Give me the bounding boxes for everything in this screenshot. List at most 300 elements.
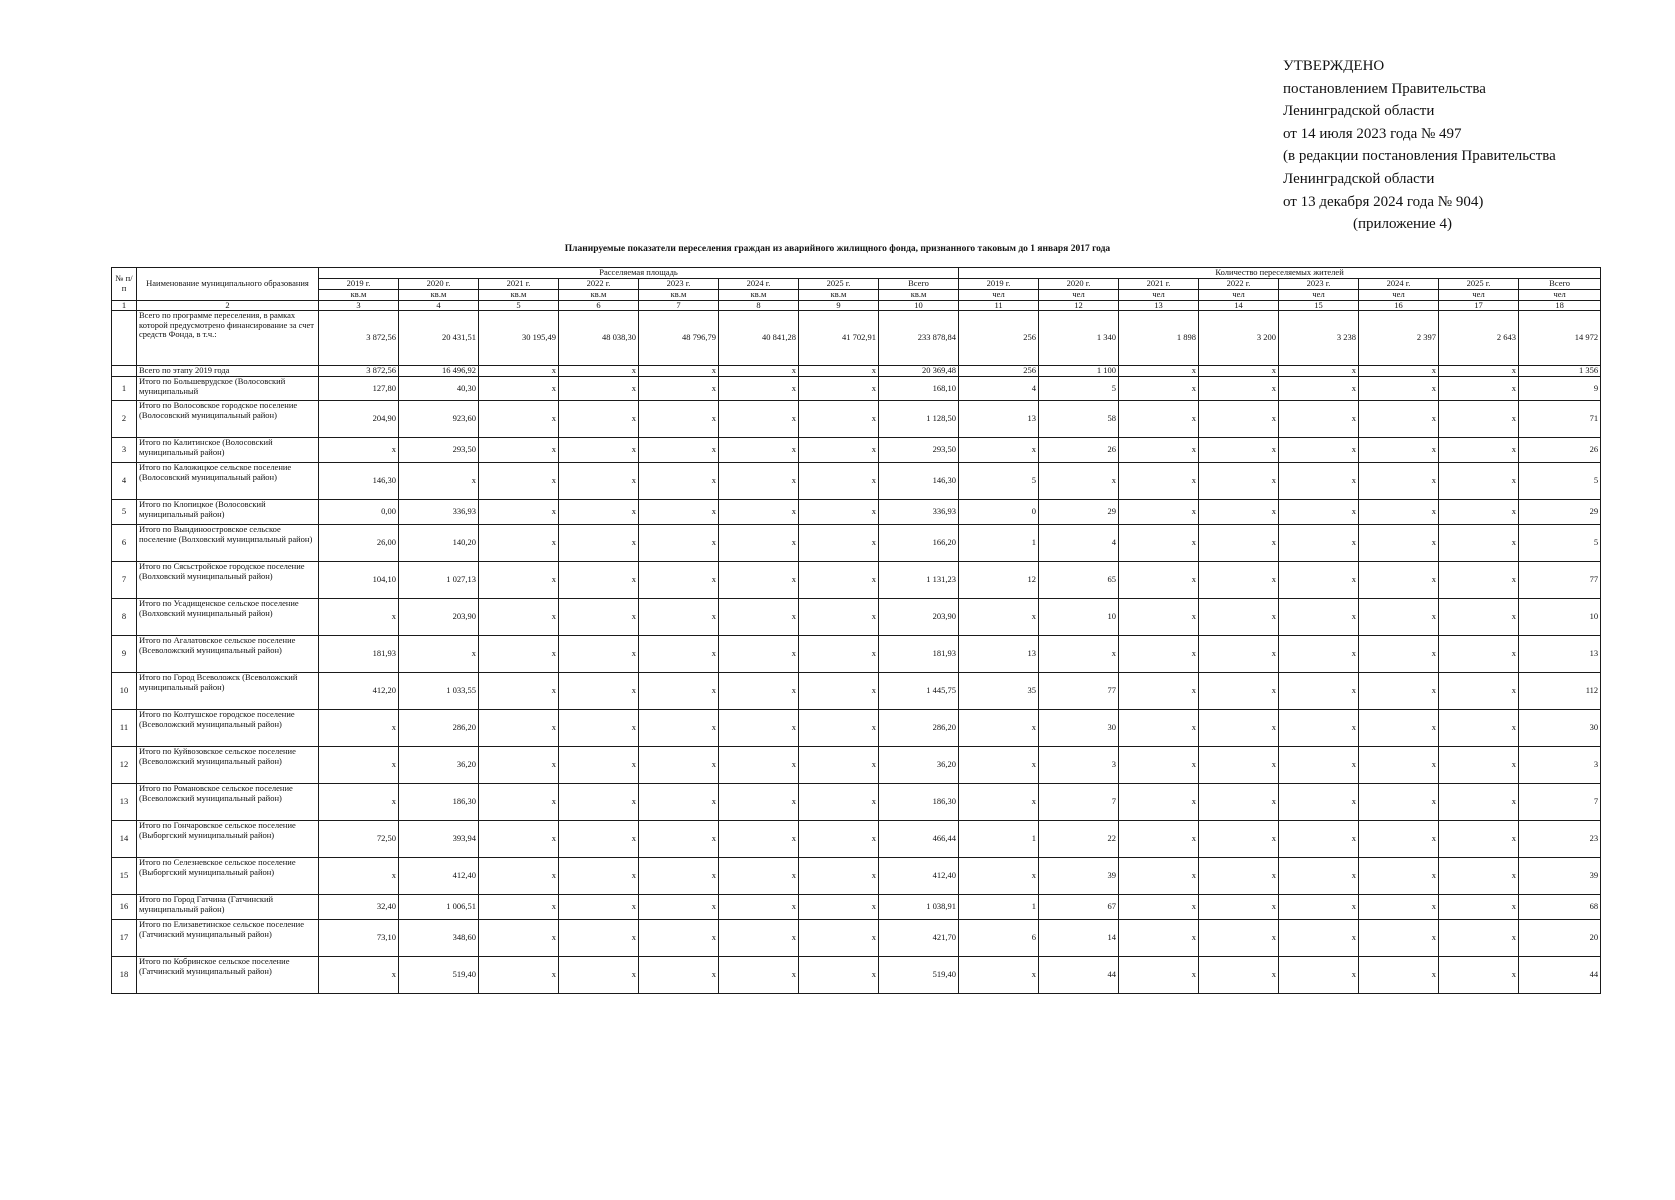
people-value: x (1359, 500, 1439, 525)
area-value: x (799, 710, 879, 747)
column-number: 15 (1279, 300, 1359, 311)
table-row (112, 895, 1601, 920)
approval-line: (в редакции постановления Правительства (1283, 148, 1556, 165)
people-value: 0 (959, 500, 1039, 525)
people-value: x (959, 710, 1039, 747)
people-value: 5 (1519, 525, 1601, 562)
area-value: x (719, 957, 799, 994)
header-units-row (112, 290, 1601, 301)
approval-stamp (1283, 55, 1556, 236)
people-value: x (1439, 599, 1519, 636)
municipality-name: Итого по Гончаровское сельское поселение (Выборгский муниципальный район) (137, 821, 319, 858)
row-number: 17 (112, 920, 137, 957)
area-value: x (479, 366, 559, 377)
area-value: x (799, 377, 879, 401)
people-value: 68 (1519, 895, 1601, 920)
people-value: x (1359, 366, 1439, 377)
area-value: x (799, 821, 879, 858)
people-value: x (1119, 747, 1199, 784)
people-value: 39 (1039, 858, 1119, 895)
row-number: 3 (112, 438, 137, 463)
municipality-name: Итого по Клопицкое (Волосовский муниципальный район) (137, 500, 319, 525)
area-value: x (799, 747, 879, 784)
header-people-group: Количество переселяемых жителей (959, 268, 1601, 279)
people-value: 1 100 (1039, 366, 1119, 377)
area-value: 293,50 (879, 438, 959, 463)
table-row (112, 821, 1601, 858)
people-value: 2 643 (1439, 311, 1519, 366)
people-value: x (1279, 957, 1359, 994)
area-value: x (719, 500, 799, 525)
people-value: 12 (959, 562, 1039, 599)
area-value: 393,94 (399, 821, 479, 858)
area-value: x (799, 957, 879, 994)
people-value: 58 (1039, 401, 1119, 438)
approval-line: постановлением Правительства (1283, 80, 1486, 97)
people-value: 13 (1519, 636, 1601, 673)
people-value: 1 (959, 821, 1039, 858)
municipality-name: Итого по Большеврудское (Волосовский муниципальный (137, 377, 319, 401)
people-value: x (1279, 377, 1359, 401)
column-number: 6 (559, 300, 639, 311)
area-value: x (559, 636, 639, 673)
people-value: x (1199, 784, 1279, 821)
column-number: 7 (639, 300, 719, 311)
area-value: 336,93 (399, 500, 479, 525)
municipality-name: Итого по Усадищенское сельское поселение (Волховский муниципальный район) (137, 599, 319, 636)
area-value: x (559, 599, 639, 636)
header-year-area: 2023 г. (639, 279, 719, 290)
people-value: x (1119, 377, 1199, 401)
people-value: x (1279, 562, 1359, 599)
header-year-area: 2019 г. (319, 279, 399, 290)
area-value: x (559, 673, 639, 710)
people-value: x (1359, 438, 1439, 463)
area-value: x (719, 377, 799, 401)
people-value: 30 (1039, 710, 1119, 747)
header-unit-area: кв.м (319, 290, 399, 301)
area-value: x (639, 957, 719, 994)
people-value: x (1359, 562, 1439, 599)
area-value: x (559, 858, 639, 895)
header-year-people: 2024 г. (1359, 279, 1439, 290)
people-value: x (1199, 920, 1279, 957)
area-value: 233 878,84 (879, 311, 959, 366)
municipality-name: Итого по Город Гатчина (Гатчинский муниципальный район) (137, 895, 319, 920)
area-value: 16 496,92 (399, 366, 479, 377)
people-value: x (1439, 500, 1519, 525)
area-value: x (479, 500, 559, 525)
area-value: 348,60 (399, 920, 479, 957)
header-unit-people: чел (1199, 290, 1279, 301)
people-value: 20 (1519, 920, 1601, 957)
people-value: x (1279, 463, 1359, 500)
header-year-area: 2022 г. (559, 279, 639, 290)
area-value: x (639, 525, 719, 562)
header-unit-area: кв.м (639, 290, 719, 301)
area-value: x (719, 710, 799, 747)
area-value: x (719, 636, 799, 673)
row-number: 1 (112, 377, 137, 401)
people-value: x (1439, 858, 1519, 895)
area-value: x (479, 920, 559, 957)
table-body (112, 311, 1601, 994)
area-value: 3 872,56 (319, 311, 399, 366)
people-value: x (1279, 599, 1359, 636)
area-value: 186,30 (399, 784, 479, 821)
header-unit-people: чел (1279, 290, 1359, 301)
area-value: x (719, 366, 799, 377)
table-row (112, 636, 1601, 673)
people-value: x (1119, 895, 1199, 920)
area-value: x (639, 562, 719, 599)
area-value: 48 796,79 (639, 311, 719, 366)
area-value: x (559, 463, 639, 500)
area-value: x (639, 821, 719, 858)
table-row (112, 500, 1601, 525)
municipality-name: Итого по Агалатовское сельское поселение (Всеволожский муниципальный район) (137, 636, 319, 673)
area-value: x (799, 438, 879, 463)
column-number: 13 (1119, 300, 1199, 311)
header-area-group: Расселяемая площадь (319, 268, 959, 279)
area-value: x (719, 747, 799, 784)
area-value: x (719, 525, 799, 562)
row-number: 5 (112, 500, 137, 525)
header-year-area: 2025 г. (799, 279, 879, 290)
row-number: 16 (112, 895, 137, 920)
people-value: 39 (1519, 858, 1601, 895)
area-value: x (559, 895, 639, 920)
approval-line: Ленинградской области (1283, 103, 1435, 120)
area-value: 181,93 (319, 636, 399, 673)
area-value: x (479, 599, 559, 636)
area-value: x (479, 895, 559, 920)
area-value: x (559, 920, 639, 957)
approval-line: от 14 июля 2023 года № 497 (1283, 125, 1462, 142)
row-number: 10 (112, 673, 137, 710)
people-value: x (1119, 710, 1199, 747)
people-value: x (1199, 366, 1279, 377)
row-number: 4 (112, 463, 137, 500)
people-value: 256 (959, 311, 1039, 366)
area-value: x (639, 377, 719, 401)
people-value: x (1439, 747, 1519, 784)
people-value: x (1199, 821, 1279, 858)
municipality-name: Итого по Город Всеволожск (Всеволожский муниципальный район) (137, 673, 319, 710)
column-number: 12 (1039, 300, 1119, 311)
area-value: 127,80 (319, 377, 399, 401)
area-value: x (559, 525, 639, 562)
header-unit-area: кв.м (799, 290, 879, 301)
people-value: x (1199, 858, 1279, 895)
people-value: x (1279, 673, 1359, 710)
area-value: x (559, 957, 639, 994)
people-value: 9 (1519, 377, 1601, 401)
table-row (112, 710, 1601, 747)
people-value: x (1199, 636, 1279, 673)
area-value: x (319, 710, 399, 747)
municipality-name: Итого по Селезневское сельское поселение (Выборгский муниципальный район) (137, 858, 319, 895)
area-value: x (479, 562, 559, 599)
area-value: 286,20 (879, 710, 959, 747)
header-name: Наименование муниципального образования (137, 268, 319, 301)
people-value: x (1439, 920, 1519, 957)
area-value: x (639, 636, 719, 673)
people-value: x (1439, 438, 1519, 463)
header-year-people: 2019 г. (959, 279, 1039, 290)
people-value: x (1439, 710, 1519, 747)
area-value: x (799, 920, 879, 957)
people-value: x (1439, 636, 1519, 673)
people-value: x (1199, 377, 1279, 401)
header-unit-area: кв.м (479, 290, 559, 301)
area-value: x (799, 784, 879, 821)
row-number: 6 (112, 525, 137, 562)
table-row (112, 311, 1601, 366)
area-value: 40,30 (399, 377, 479, 401)
area-value: x (719, 599, 799, 636)
people-value: 77 (1519, 562, 1601, 599)
people-value: x (1279, 710, 1359, 747)
area-value: 0,00 (319, 500, 399, 525)
area-value: x (639, 401, 719, 438)
area-value: 168,10 (879, 377, 959, 401)
approval-line: (приложение 4) (1353, 216, 1452, 233)
column-number: 16 (1359, 300, 1439, 311)
header-year-area: 2021 г. (479, 279, 559, 290)
area-value: x (559, 500, 639, 525)
area-value: 36,20 (879, 747, 959, 784)
area-value: x (719, 401, 799, 438)
area-value: 412,20 (319, 673, 399, 710)
people-value: x (1199, 401, 1279, 438)
area-value: 1 027,13 (399, 562, 479, 599)
approval-line: УТВЕРЖДЕНО (1283, 58, 1385, 74)
header-years-row (112, 279, 1601, 290)
people-value: x (1359, 377, 1439, 401)
people-value: x (1279, 500, 1359, 525)
table-header (112, 268, 1601, 311)
municipality-name: Итого по Вындиноостровское сельское поселение (Волховский муниципальный район) (137, 525, 319, 562)
area-value: 1 445,75 (879, 673, 959, 710)
people-value: x (1359, 710, 1439, 747)
table-row (112, 463, 1601, 500)
area-value: 412,40 (399, 858, 479, 895)
people-value: 1 898 (1119, 311, 1199, 366)
people-value: x (1359, 599, 1439, 636)
header-column-numbers-row (112, 300, 1601, 311)
people-value: 71 (1519, 401, 1601, 438)
people-value: 22 (1039, 821, 1119, 858)
people-value: 2 397 (1359, 311, 1439, 366)
area-value: 1 038,91 (879, 895, 959, 920)
people-value: x (1359, 821, 1439, 858)
people-value: x (1199, 463, 1279, 500)
people-value: 1 (959, 525, 1039, 562)
area-value: x (319, 858, 399, 895)
header-year-people: 2021 г. (1119, 279, 1199, 290)
people-value: x (1119, 463, 1199, 500)
area-value: 72,50 (319, 821, 399, 858)
people-value: x (1119, 821, 1199, 858)
area-value: x (719, 438, 799, 463)
people-value: 5 (1039, 377, 1119, 401)
area-value: x (639, 500, 719, 525)
people-value: 256 (959, 366, 1039, 377)
people-value: x (1439, 895, 1519, 920)
header-unit-people: чел (1439, 290, 1519, 301)
header-num: № п/п (112, 268, 137, 301)
people-value: x (1359, 401, 1439, 438)
people-value: x (959, 438, 1039, 463)
page-title: Планируемые показатели переселения граждан из аварийного жилищного фонда, признанного таковым до 1 января 2017 года (564, 244, 1111, 254)
area-value: 466,44 (879, 821, 959, 858)
area-value: x (559, 784, 639, 821)
people-value: x (959, 784, 1039, 821)
table-row (112, 366, 1601, 377)
area-value: 286,20 (399, 710, 479, 747)
people-value: x (1199, 599, 1279, 636)
people-value: x (1279, 438, 1359, 463)
people-value: 4 (959, 377, 1039, 401)
row-number: 7 (112, 562, 137, 599)
municipality-name: Итого по Куйвозовское сельское поселение (Всеволожский муниципальный район) (137, 747, 319, 784)
area-value: x (559, 562, 639, 599)
table-row (112, 525, 1601, 562)
people-value: x (1119, 957, 1199, 994)
municipality-name: Итого по Каложицкое сельское поселение (Волосовский муниципальный район) (137, 463, 319, 500)
column-number: 17 (1439, 300, 1519, 311)
people-value: x (1359, 957, 1439, 994)
municipality-name: Итого по Романовское сельское поселение (Всеволожский муниципальный район) (137, 784, 319, 821)
people-value: x (1119, 438, 1199, 463)
people-value: 112 (1519, 673, 1601, 710)
people-value: 13 (959, 401, 1039, 438)
area-value: x (479, 525, 559, 562)
people-value: x (1119, 525, 1199, 562)
people-value: x (1119, 920, 1199, 957)
people-value: x (1279, 858, 1359, 895)
column-number: 9 (799, 300, 879, 311)
area-value: 519,40 (879, 957, 959, 994)
area-value: x (719, 895, 799, 920)
people-value: 14 (1039, 920, 1119, 957)
people-value: x (1199, 562, 1279, 599)
area-value: 32,40 (319, 895, 399, 920)
area-value: 146,30 (879, 463, 959, 500)
area-value: 1 128,50 (879, 401, 959, 438)
column-number: 4 (399, 300, 479, 311)
table-row (112, 562, 1601, 599)
header-unit-people: чел (1039, 290, 1119, 301)
people-value: x (1199, 525, 1279, 562)
area-value: 336,93 (879, 500, 959, 525)
municipality-name: Всего по этапу 2019 года (137, 366, 319, 377)
header-year-people: 2023 г. (1279, 279, 1359, 290)
area-value: x (719, 784, 799, 821)
row-number: 18 (112, 957, 137, 994)
people-value: x (1279, 784, 1359, 821)
area-value: x (479, 673, 559, 710)
people-value: 1 340 (1039, 311, 1119, 366)
people-value: 26 (1519, 438, 1601, 463)
area-value: x (799, 895, 879, 920)
area-value: 140,20 (399, 525, 479, 562)
people-value: x (1439, 821, 1519, 858)
column-number: 2 (137, 300, 319, 311)
column-number: 8 (719, 300, 799, 311)
row-number: 11 (112, 710, 137, 747)
area-value: x (479, 747, 559, 784)
area-value: 20 431,51 (399, 311, 479, 366)
column-number: 14 (1199, 300, 1279, 311)
people-value: x (1439, 401, 1519, 438)
people-value: 1 356 (1519, 366, 1601, 377)
area-value: x (399, 463, 479, 500)
area-value: 181,93 (879, 636, 959, 673)
header-unit-area: кв.м (719, 290, 799, 301)
area-value: x (559, 377, 639, 401)
area-value: 519,40 (399, 957, 479, 994)
people-value: x (1199, 673, 1279, 710)
people-value: x (1039, 636, 1119, 673)
people-value: 7 (1519, 784, 1601, 821)
people-value: x (1439, 463, 1519, 500)
people-value: x (1199, 710, 1279, 747)
people-value: x (1439, 562, 1519, 599)
people-value: 7 (1039, 784, 1119, 821)
people-value: 1 (959, 895, 1039, 920)
area-value: x (559, 821, 639, 858)
table-row (112, 599, 1601, 636)
area-value: x (639, 463, 719, 500)
area-value: x (479, 463, 559, 500)
area-value: x (559, 710, 639, 747)
header-year-area: 2020 г. (399, 279, 479, 290)
header-unit-area: кв.м (559, 290, 639, 301)
municipality-name: Итого по Калитинское (Волосовский муниципальный район) (137, 438, 319, 463)
area-value: x (559, 438, 639, 463)
people-value: x (1439, 366, 1519, 377)
area-value: x (479, 957, 559, 994)
area-value: x (639, 673, 719, 710)
people-value: x (1119, 366, 1199, 377)
people-value: x (1119, 784, 1199, 821)
people-value: x (1279, 920, 1359, 957)
table-row (112, 920, 1601, 957)
area-value: x (639, 438, 719, 463)
area-value: x (639, 366, 719, 377)
people-value: 3 200 (1199, 311, 1279, 366)
column-number: 1 (112, 300, 137, 311)
column-number: 5 (479, 300, 559, 311)
people-value: x (1439, 673, 1519, 710)
people-value: x (1439, 377, 1519, 401)
approval-line: от 13 декабря 2024 года № 904) (1283, 193, 1484, 210)
table-row (112, 673, 1601, 710)
row-number: 14 (112, 821, 137, 858)
area-value: x (559, 747, 639, 784)
resettlement-table (111, 267, 1601, 994)
area-value: x (799, 636, 879, 673)
people-value: x (1119, 599, 1199, 636)
area-value: x (319, 599, 399, 636)
area-value: x (479, 438, 559, 463)
area-value: 421,70 (879, 920, 959, 957)
area-value: 186,30 (879, 784, 959, 821)
people-value: 3 238 (1279, 311, 1359, 366)
area-value: x (479, 636, 559, 673)
